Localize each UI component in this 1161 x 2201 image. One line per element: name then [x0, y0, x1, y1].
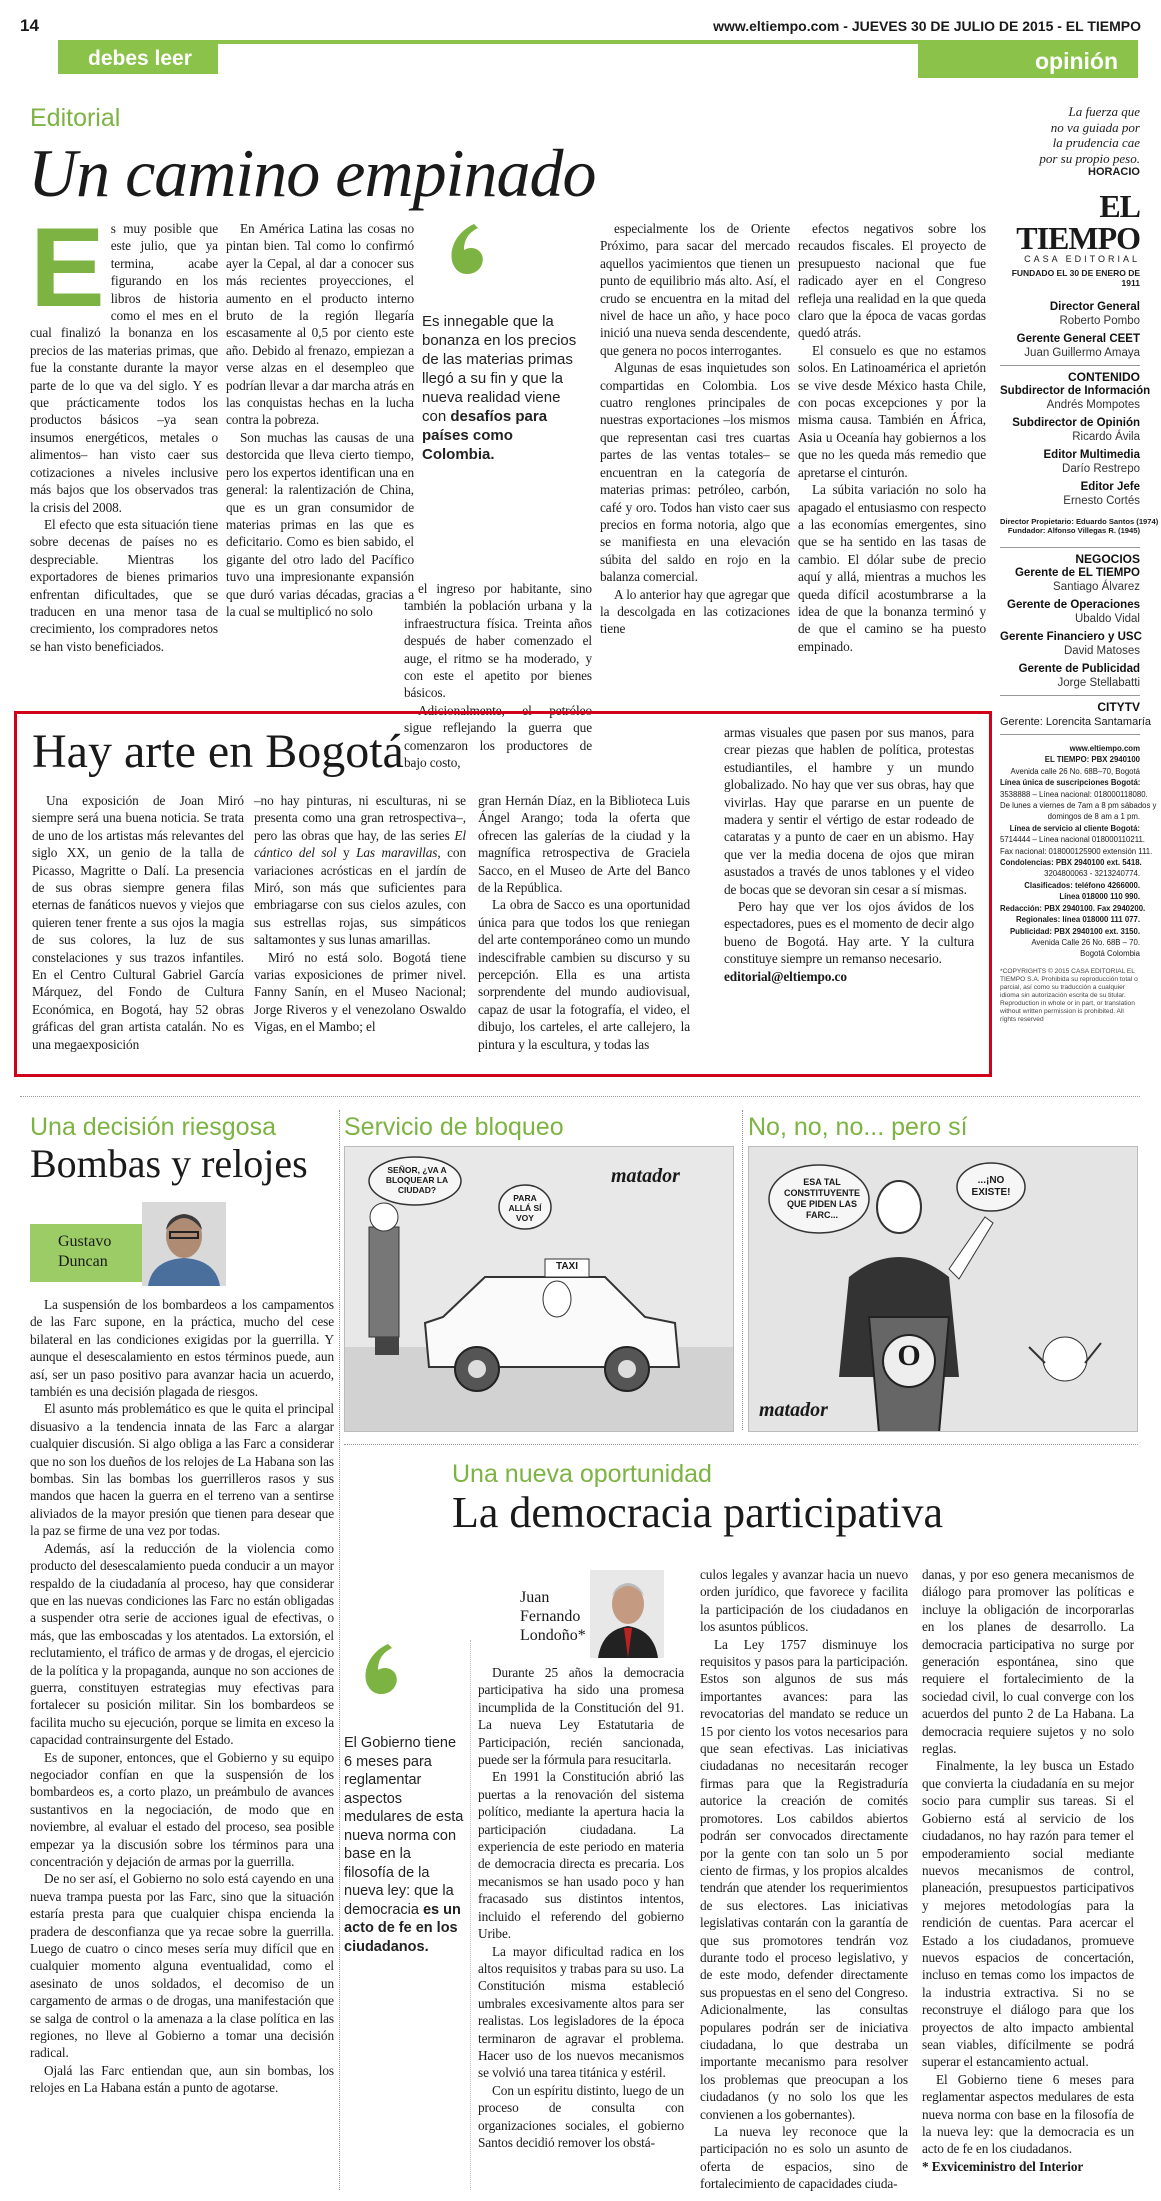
masthead-role: Gerente de Operaciones	[1007, 599, 1140, 611]
editorial-col-1	[30, 205, 218, 655]
arte-title: Hay arte en Bogotá	[32, 725, 404, 778]
page-number: 14	[20, 16, 39, 35]
section-divider	[20, 1096, 1140, 1097]
masthead-founded: FUNDADO EL 30 DE ENERO DE 1911	[1011, 268, 1140, 288]
arte-col-1	[32, 792, 244, 1053]
motto-line: La fuerza que	[1068, 104, 1140, 119]
bombas-paragraph: De no ser así, el Gobierno no solo está cayendo en una nueva trampa puesta por las Farc, sino que la situación estaría presta para que cualquier chispa encienda la pradera de desconfianza que ya recae sobre la guerrilla. Luego de cuatro o cinco meses sería muy difícil que en cualquier momento alguna eventualidad, como el asesinato de unos soldados, el decomiso de un cargamento de armas o de drogas, una manifestación que se salga de control o la amenaza a la clase política en las regiones, no lleve al Gobierno a tomar una decisión radical.	[30, 1871, 334, 2061]
democracia-author-last: Londoño*	[520, 1627, 586, 1644]
masthead-contact-line: Línea de servicio al cliente Bogotá:	[1009, 823, 1140, 833]
cartoon1-title: Servicio de bloqueo	[344, 1113, 564, 1141]
masthead-citytv-manager: Gerente: Lorencita Santamaría	[1000, 716, 1140, 735]
author-photo-icon	[142, 1202, 226, 1286]
masthead-contact	[1000, 743, 1157, 960]
democracia-author-mid: Fernando	[520, 1608, 581, 1625]
cartoon2-image	[748, 1146, 1138, 1432]
democracia-paragraph: Finalmente, la ley busca un Estado que convierta la ciudadanía en su mejor socio para cumplir sus tareas. Si el Gobierno está al servicio de los ciudadanos, no hay razón para temer el empoderamiento social mediante nuevos mecanismos de control, planeación, presupuestos participativos y mejores metodologías para la rendición de cuentas. Para acercar el Estado a los ciudadanos, promueve nuevos espacios de concertación, incluso en temas como los impactos de la industria extractiva. Si no se reconstruye el diálogo para que los proyectos de alto impacto ambiental sean viables, difícilmente se podrá superar el estancamiento actual.	[922, 1758, 1134, 2070]
masthead-motto-author: HORACIO	[1088, 166, 1140, 178]
cartoon1-signature: matador	[611, 1165, 680, 1187]
masthead-person: Juan Guillermo Amaya	[1024, 347, 1140, 359]
arte-col-2	[254, 792, 466, 1036]
masthead-contact-line: Bogotá Colombia	[1080, 949, 1140, 959]
editorial-pull-quote	[422, 220, 582, 464]
editorial-paragraph: En América Latina las cosas no pintan bien. Tal como lo confirmó ayer la Cepal, al dar a conocer sus más recientes proyecciones, el aumento en el producto interno bruto de la región llegaría escasamente al 0,5 por ciento este año. Debido al frenazo, empiezan a verse alzas en el desempleo que podrían llevar a dar marcha atrás en las conquistas hechas en la lucha contra la pobreza.	[226, 221, 414, 428]
motto-line: por su propio peso.	[1039, 150, 1140, 166]
masthead-contact-line: Línea 018000 110 990.	[1059, 892, 1140, 902]
masthead-contact-line: www.eltiempo.com	[1069, 744, 1140, 753]
masthead-contact-line: Fax nacional: 018000125900 extensión 111.	[1000, 846, 1153, 856]
section-tag-right-label: opinión	[1034, 48, 1118, 74]
democracia-title: La democracia participativa	[452, 1488, 944, 1537]
quote-mark-icon	[358, 1640, 404, 1702]
masthead-business	[1000, 547, 1140, 714]
arte-paragraph: –no hay pinturas, ni esculturas, ni se presenta como una gran retrospectiva–, pero las obras que hay, de las series El cántico del sol y Las maravillas, con variaciones acrósticas en el jardín de Miró, son más que suficientes para embriagarse con sus cielos azules, con sus estrellas rojas, sus simpáticos saltamontes y sus lunas amarillas.	[254, 793, 466, 948]
democracia-footnote: * Exviceministro del Interior	[922, 2158, 1084, 2174]
masthead-person: Roberto Pombo	[1059, 315, 1140, 327]
democracia-pull-quote	[344, 1640, 464, 1956]
editorial-paragraph: Algunas de esas inquietudes son compartidas en Colombia. Los cuatro renglones principales de nuestras exportaciones –los mismos que representan casi tres cuartas partes de las ventas totales– se encuentran en la categoría de materias primas: petróleo, carbón, café y oro. Todos han visto caer sus precios en forma notoria, algo que se manifiesta en una elevación súbita del saldo en rojo en la balanza comercial.	[600, 360, 790, 585]
author-photo-icon	[540, 1570, 664, 1658]
bombas-title: Bombas y relojes	[30, 1141, 308, 1186]
bombas-body	[30, 1296, 334, 2097]
section-divider	[344, 1444, 1138, 1445]
democracia-kicker: Una nueva oportunidad	[452, 1460, 712, 1488]
masthead-person: Ubaldo Vidal	[1074, 613, 1140, 625]
arte-paragraph: armas visuales que pasen por sus manos, para crear piezas que hablen de política, protestas estudiantiles, el hambre y un mundo globalizado. No hay que ver sus obras, hay que vivirlas. Hay que pararse en un puente de madera y sentir el vértigo de estar rodeado de cataratas y a punto de caer en un abismo. Hay que ver la media docena de ojos que miran asustados a través de unos tablones y el video de bocas que se devoran sin cesar a sí mismas.	[724, 725, 974, 897]
editorial-paragraph: Son muchas las causas de una destorcida que lleva cierto tiempo, pero los expertos identifican una en general: la ralentización de China, que es un gran consumidor de materias primas en las que es deficitario. Como es bien sabido, el gigante del otro lado del Pacífico tuvo una impresionante expansión que duró varias décadas, gracias a la cual se multiplicó no solo	[226, 429, 414, 619]
column-divider	[742, 1110, 743, 1430]
masthead-role: CITYTV	[1000, 695, 1140, 714]
masthead-contact-line: Redacción: PBX 2940100. Fax 2940200.	[1000, 903, 1146, 913]
democracia-paragraph: Durante 25 años la democracia participativa ha sido una promesa incumplida de la Constitución del 91. La nueva Ley Estatutaria de Participación, recién sancionada, puede ser la fórmula para resucitarla.	[478, 1665, 684, 1768]
masthead-founder: Fundador: Alfonso Villegas R. (1945)	[1007, 526, 1140, 535]
editorial-paragraph: efectos negativos sobre los recaudos fiscales. El proyecto de presupuesto nacional que fue radicado ayer en el Congreso refleja una realidad en la que queda claro que la época de vacas gordas quedó atrás.	[798, 221, 986, 341]
masthead-contact-line: De lunes a viernes de 7am a 8 pm sábados y	[1000, 801, 1157, 811]
democracia-paragraph: En 1991 la Constitución abrió las puertas a la renovación del sistema político, mediante la apertura hacia la participación ciudadana. La experiencia de este periodo en materia de democracia directa es precaria. Los mecanismos se han usado poco y han fracasado sus distintos intentos, incluido el referendo del gobierno Uribe.	[478, 1769, 684, 1942]
section-tag-left	[58, 44, 218, 74]
pull-quote-bold: es un acto de fe en los ciudadanos.	[344, 1901, 461, 1955]
editorial-title: Un camino empinado	[28, 135, 596, 211]
quote-mark-icon	[444, 220, 490, 282]
masthead-person: Darío Restrepo	[1062, 463, 1140, 475]
cartoon2-signature: matador	[759, 1399, 828, 1421]
cartoon1-bubble2: PARA ALLÁ SÍ VOY	[508, 1193, 542, 1223]
section-tag-left-label: debes leer	[88, 47, 192, 70]
editorial-drop-cap: E	[30, 205, 105, 330]
masthead-copyright: *COPYRIGHTS © 2015 CASA EDITORIAL EL TIEMPO S.A. Prohibida su reproducción total o parcial, así como su traducción a cualquier idioma sin autorización escrita de su titular. Reproduction in whole or in part, or translation without written permission is prohibited. All rights reserved	[1000, 967, 1138, 1023]
democracia-paragraph: La mayor dificultad radica en los altos requisitos y trabas para su uso. La Constitución misma estableció umbrales excesivamente altos para ser realistas. Los legisladores de la época terminaron de agravar el problema. Hacer uso de los nuevos mecanismos se volvió una tarea titánica y estéril.	[478, 1943, 684, 2081]
masthead	[1000, 104, 1159, 1024]
masthead-person: Andrés Mompotes	[1046, 399, 1140, 411]
masthead-contact-line: Avenida calle 26 No. 68B–70, Bogotá	[1010, 766, 1140, 776]
democracia-col-1	[478, 1664, 684, 2151]
bombas-paragraph: La suspensión de los bombardeos a los campamentos de las Farc supone, en la práctica, mucho del cese bilateral en las condiciones exigidas por la guerrilla. Y aunque el desescalamiento en estos términos puede, aun así, ser un paso positivo para avanzar hacia un acuerdo, también es una decisión plagada de riesgos.	[30, 1297, 334, 1400]
bombas-paragraph: Es de suponer, entonces, que el Gobierno y su equipo negociador confían en que la suspensión de los bombardeos es, a corto plazo, un preámbulo de avances sustantivos en la negociación, de modo que en noviembre, al evaluar el estado del proceso, sea posible empezar ya la discusión sobre los términos para una concentración y dejación de armas por la guerrilla.	[30, 1749, 334, 1869]
masthead-contact-line: Línea única de suscripciones Bogotá:	[1000, 778, 1141, 788]
masthead-role: Gerente de EL TIEMPO	[1014, 567, 1140, 579]
democracia-author-first: Juan	[520, 1589, 550, 1606]
masthead-role: Editor Multimedia	[1043, 449, 1140, 461]
bombas-author-first: Gustavo	[58, 1233, 112, 1250]
motto-line: no va guiada por	[1050, 119, 1140, 135]
cartoon1-image	[344, 1146, 734, 1432]
masthead-contact-line: 3538888 – Línea nacional: 018000118080.	[1000, 789, 1148, 799]
arte-paragraph: Pero hay que ver los ojos ávidos de los espectadores, pues es el momento de decir algo bueno de Bogotá. Hay arte. Y la cultura constituye siempre un remanso necesario.	[724, 899, 974, 967]
arte-paragraph: gran Hernán Díaz, en la Biblioteca Luis Ángel Arango; toda la oferta que ofrecen las galerías de la ciudad y la magnífica retrospectiva de Graciela Sacco, en el Museo de Arte del Banco de la República.	[478, 793, 690, 896]
masthead-logo: EL TIEMPO	[1016, 188, 1140, 256]
column-divider	[470, 1640, 471, 2190]
democracia-paragraph: danas, y por eso genera mecanismos de diálogo para promover las políticas e incluye la obligación de incorporarlas en los planes de desarrollo. La democracia participativa no surge por generación espontánea, sino que requiere el fortalecimiento de la sociedad civil, lo cual converge con los acuerdos del punto 2 de La Habana. La democracia requiere sujetos y no solo reglas.	[922, 1567, 1134, 1757]
site-date: www.eltiempo.com - JUEVES 30 DE JULIO DE 2015 - EL TIEMPO	[713, 18, 1141, 34]
democracia-paragraph: El Gobierno tiene 6 meses para reglamentar aspectos medulares de esta nueva norma con base en la filosofía de la nueva ley: que la democracia es un acto de fe en los ciudadanos.	[922, 2071, 1134, 2157]
democracia-col-3	[922, 1566, 1134, 2175]
masthead-contact-line: 5714444 – Línea nacional 018000110211.	[1000, 835, 1145, 845]
bombas-paragraph: Además, así la reducción de la violencia como producto del desescalamiento pueda conducir a un mayor respaldo de la ciudadanía al proceso, hay que considerar que en las nuevas condiciones las Farc no están obligadas a suspender otra serie de acciones igual de efectivas, o más, que las emboscadas y los atentados. La extorsión, el reclutamiento, el tráfico de armas y de drogas, el ejercicio de la política y la propaganda, aunque no son acciones de guerra, constituyen estrategias muy efectivas para fortalecer su posición militar. Sin los bombardeos se facilita mucho su ejecución, porque se limita en exceso la capacidad contrainsurgente del Estado.	[30, 1540, 334, 1748]
editorial-paragraph: el ingreso por habitante, sino también la población urbana y la infraestructura física. Treinta años después de haber comenzado el auge, el ritmo se ha moderado, y con este el apetito por bienes básicos.	[404, 581, 592, 701]
democracia-col-2	[700, 1566, 908, 2193]
cartoon1-taxi-sign: TAXI	[555, 1261, 579, 1272]
cartoon2-title: No, no, no... pero sí	[748, 1113, 968, 1141]
editorial-col-4	[600, 220, 790, 638]
arte-col-3	[478, 792, 690, 1053]
democracia-paragraph: La nueva ley reconoce que la participación no es solo un asunto de oferta de espacios, sino de fortalecimiento de capacidades ciuda-	[700, 2124, 908, 2192]
cartoon2-podium-letter: O	[897, 1339, 921, 1372]
masthead-person: Ricardo Ávila	[1072, 431, 1140, 443]
masthead-contact-line: Condolencias: PBX 2940100 ext. 5418.	[1000, 858, 1142, 868]
editorial-paragraph: s muy posible que este julio, que ya termina, acabe figurando en los libros de historia como el mes en el cual finalizó la bonanza en los precios de las materias primas, que fue la constante durante la mayor parte de lo que va del siglo. Y es que prácticamente todos los productos básicos –ya sean insumos energéticos, metales o alimentos– han visto caer sus cotizaciones a niveles inclusive más bajos que los observados tras la crisis del 2008.	[30, 221, 218, 515]
section-tag-right	[918, 44, 1138, 78]
cartoon2-bubble1: ESA TAL CONSTITUYENTE QUE PIDEN LAS FARC...	[783, 1177, 860, 1220]
bombas-paragraph: El asunto más problemático es que le quita el principal disuasivo a la tendencia innata de las Farc a alargar cualquier discusión. Si algo obliga a las Farc a considerar que no son los dueños de los relojes de La Habana son las bombas. Sin las bombas los guerrilleros rasos y sus mandos que hacen la guerra en el terreno van a sentirse aliviados de la mayor presión que tienen para desear que la paz se firme de una vez por todas.	[30, 1401, 334, 1539]
editorial-paragraph: A lo anterior hay que agregar que la descolgada en las cotizaciones tiene	[600, 586, 790, 637]
masthead-owner: Director Propietario: Eduardo Santos (1974)	[1000, 517, 1159, 526]
democracia-paragraph: La Ley 1757 disminuye los requisitos y pasos para la participación. Estos son algunos de sus más importantes avances: para las revocatorias del mandato se reduce un 15 por ciento los votos necesarios para que sean efectivas. Las iniciativas ciudadanas no necesitarán recoger firmas para que la Registraduría autorice la creación de comités promotores. Los cabildos abiertos podrán ser convocados directamente por la gente con tan solo un 5 por ciento de firmas, y los propios alcaldes tendrán que atender los requerimientos de sus electores. Las iniciativas legislativas contarán con la garantía de que sus promotores tendrán voz durante todo el proceso legislativo, y de este modo, defender directamente sus propuestas en el seno del Congreso. Adicionalmente, las consultas populares podrán ser de iniciativa ciudadana, lo que destraba un importante mecanismo para resolver los problemas que preocupan a los ciudadanos (y no solo los que les convienen a los gobernantes).	[700, 1636, 908, 2122]
masthead-contact-line: Regionales: línea 018000 111 077.	[1016, 915, 1140, 925]
column-divider	[339, 1110, 340, 2190]
masthead-role: CONTENIDO	[1000, 365, 1140, 384]
masthead-contact-line: 3204800063 - 3213240774.	[1044, 869, 1140, 879]
pull-quote-text: Es innegable que la bonanza en los precios de las materias primas llegó a su fin y que la nueva realidad viene con	[422, 313, 577, 425]
masthead-person: Santiago Álvarez	[1053, 581, 1140, 593]
masthead-contact-line: Avenida Calle 26 No. 68B – 70.	[1031, 937, 1140, 947]
masthead-contact-line: domingos de 8 am a 1 pm.	[1047, 812, 1140, 822]
masthead-person: Jorge Stellabatti	[1057, 677, 1140, 689]
masthead-role: Gerente de Publicidad	[1018, 663, 1140, 675]
cartoon1-bubble1: SEÑOR, ¿VA A BLOQUEAR LA CIUDAD?	[385, 1165, 449, 1195]
motto-line: la prudencia cae	[1052, 135, 1140, 150]
editorial-paragraph: La súbita variación no solo ha apagado el entusiasmo con respecto a las economías emergentes, sino que se ha sentido en las tasas de cambio. El dólar sube de precio aquí y allá, mientras a muchos les queda difícil acostumbrarse a la idea de que la bonanza terminó y de que el camino se ha puesto empinado.	[798, 482, 986, 654]
masthead-role: Subdirector de Opinión	[1012, 417, 1140, 429]
democracia-paragraph: Con un espíritu distinto, luego de un proceso de consulta con organizaciones sociales, el gobierno Santos decidió remover los obstá-	[478, 2082, 684, 2150]
masthead-staff	[1000, 300, 1151, 509]
masthead-role: Editor Jefe	[1080, 481, 1140, 493]
masthead-role: Gerente Financiero y USC	[1000, 631, 1142, 643]
masthead-contact-line: Publicidad: PBX 2940100 ext. 3150.	[1009, 926, 1140, 936]
arte-paragraph: Miró no está solo. Bogotá tiene varias exposiciones de primer nivel. Fanny Sanín, en el Museo Nacional; Jorge Riveros y el venezolano Oswaldo Vigas, en el Mambo; el	[254, 949, 466, 1035]
arte-paragraph: La obra de Sacco es una oportunidad única para que todos los que reniegan del arte contemporáneo como un mundo indescifrable cambien su discurso y su percepción. Ella es una artista sorprendente del mundo audiovisual, capaz de usar la fotografía, el video, el dibujo, los carteles, el arte callejero, la pintura y la escultura, y todas las	[478, 897, 690, 1052]
editorial-col-2	[226, 220, 414, 620]
editorial-kicker: Editorial	[30, 104, 121, 132]
masthead-role: Gerente General CEET	[1016, 333, 1140, 345]
democracia-paragraph: culos legales y avanzar hacia un nuevo orden jurídico, que favorece y facilita la participación de los ciudadanos en los asuntos públicos.	[700, 1567, 908, 1635]
masthead-role: Subdirector de Información	[1000, 385, 1151, 397]
masthead-contact-line: EL TIEMPO: PBX 2940100	[1044, 755, 1140, 765]
bombas-paragraph: Ojalá las Farc entiendan que, aun sin bombas, los relojes en La Habana están a punto de agotarse.	[30, 2062, 334, 2096]
bombas-author-last: Duncan	[58, 1253, 108, 1270]
masthead-logo-sub: CASA EDITORIAL	[1024, 254, 1140, 264]
masthead-person: David Matoses	[1063, 645, 1140, 657]
arte-paragraph: Una exposición de Joan Miró siempre será una buena noticia. Se trata de uno de los artistas más relevantes del siglo XX, un genio de la talla de Picasso, Magritte o Dalí. La presencia de sus obras siempre genera filas eternas de fanáticos nuevos y viejos que quieren tener frente a sus ojos la magia de sus colores, la luz de sus constelaciones y sus trazos infantiles. En el Centro Cultural Gabriel García Márquez, del Fondo de Cultura Económica, en Bogotá, hay 52 obras gráficas del gran artista catalán. No es una megaexposición	[32, 793, 244, 1052]
bombas-kicker: Una decisión riesgosa	[30, 1113, 276, 1141]
masthead-role: Director General	[1049, 301, 1140, 313]
pull-quote-bold: desafíos para países como Colombia.	[422, 408, 548, 463]
cartoon2-bubble2: ...¡NO EXISTE!	[971, 1175, 1011, 1198]
pull-quote-text: El Gobierno tiene 6 meses para reglamentar aspectos medulares de esta nueva norma con base en la filosofía de la nueva ley: que la democracia	[344, 1735, 464, 1918]
masthead-motto	[1000, 104, 1140, 166]
arte-col-4	[724, 724, 974, 985]
masthead-role: NEGOCIOS	[1000, 547, 1140, 566]
bombas-author	[30, 1202, 226, 1286]
editorial-paragraph: especialmente los de Oriente Próximo, para sacar del mercado aquellos yacimientos que tienen un punto de equilibrio más alto. Así, el crudo se encuentra en la mitad del nivel de hace un año, y hace poco inició una nueva senda descendente, que genera no pocos interrogantes.	[600, 221, 790, 358]
editorial-paragraph: Adicionalmente, el petróleo sigue reflejando la guerra que comenzaron los productores de bajo costo,	[404, 702, 592, 771]
editorial-paragraph: El consuelo es que no estamos solos. En Latinoamérica el aprietón se vive desde México hasta Chile, con pocas excepciones y por la misma causa. También en África, Asia u Oceanía hay gobiernos a los que no les queda más remedio que apretarse el cinturón.	[798, 342, 986, 480]
masthead-contact-line: Clasificados: teléfono 4266000.	[1024, 880, 1140, 890]
editorial-col-5	[798, 220, 986, 655]
editorial-paragraph: El efecto que esta situación tiene sobre decenas de países no es despreciable. Mientras los exportadores de bienes primarios enfrentan dificultades, que se traducen en una menor tasa de crecimiento, los compradores netos se han visto beneficiados.	[30, 516, 218, 654]
arte-email[interactable]: editorial@eltiempo.co	[724, 968, 847, 984]
masthead-person: Ernesto Cortés	[1063, 495, 1140, 507]
